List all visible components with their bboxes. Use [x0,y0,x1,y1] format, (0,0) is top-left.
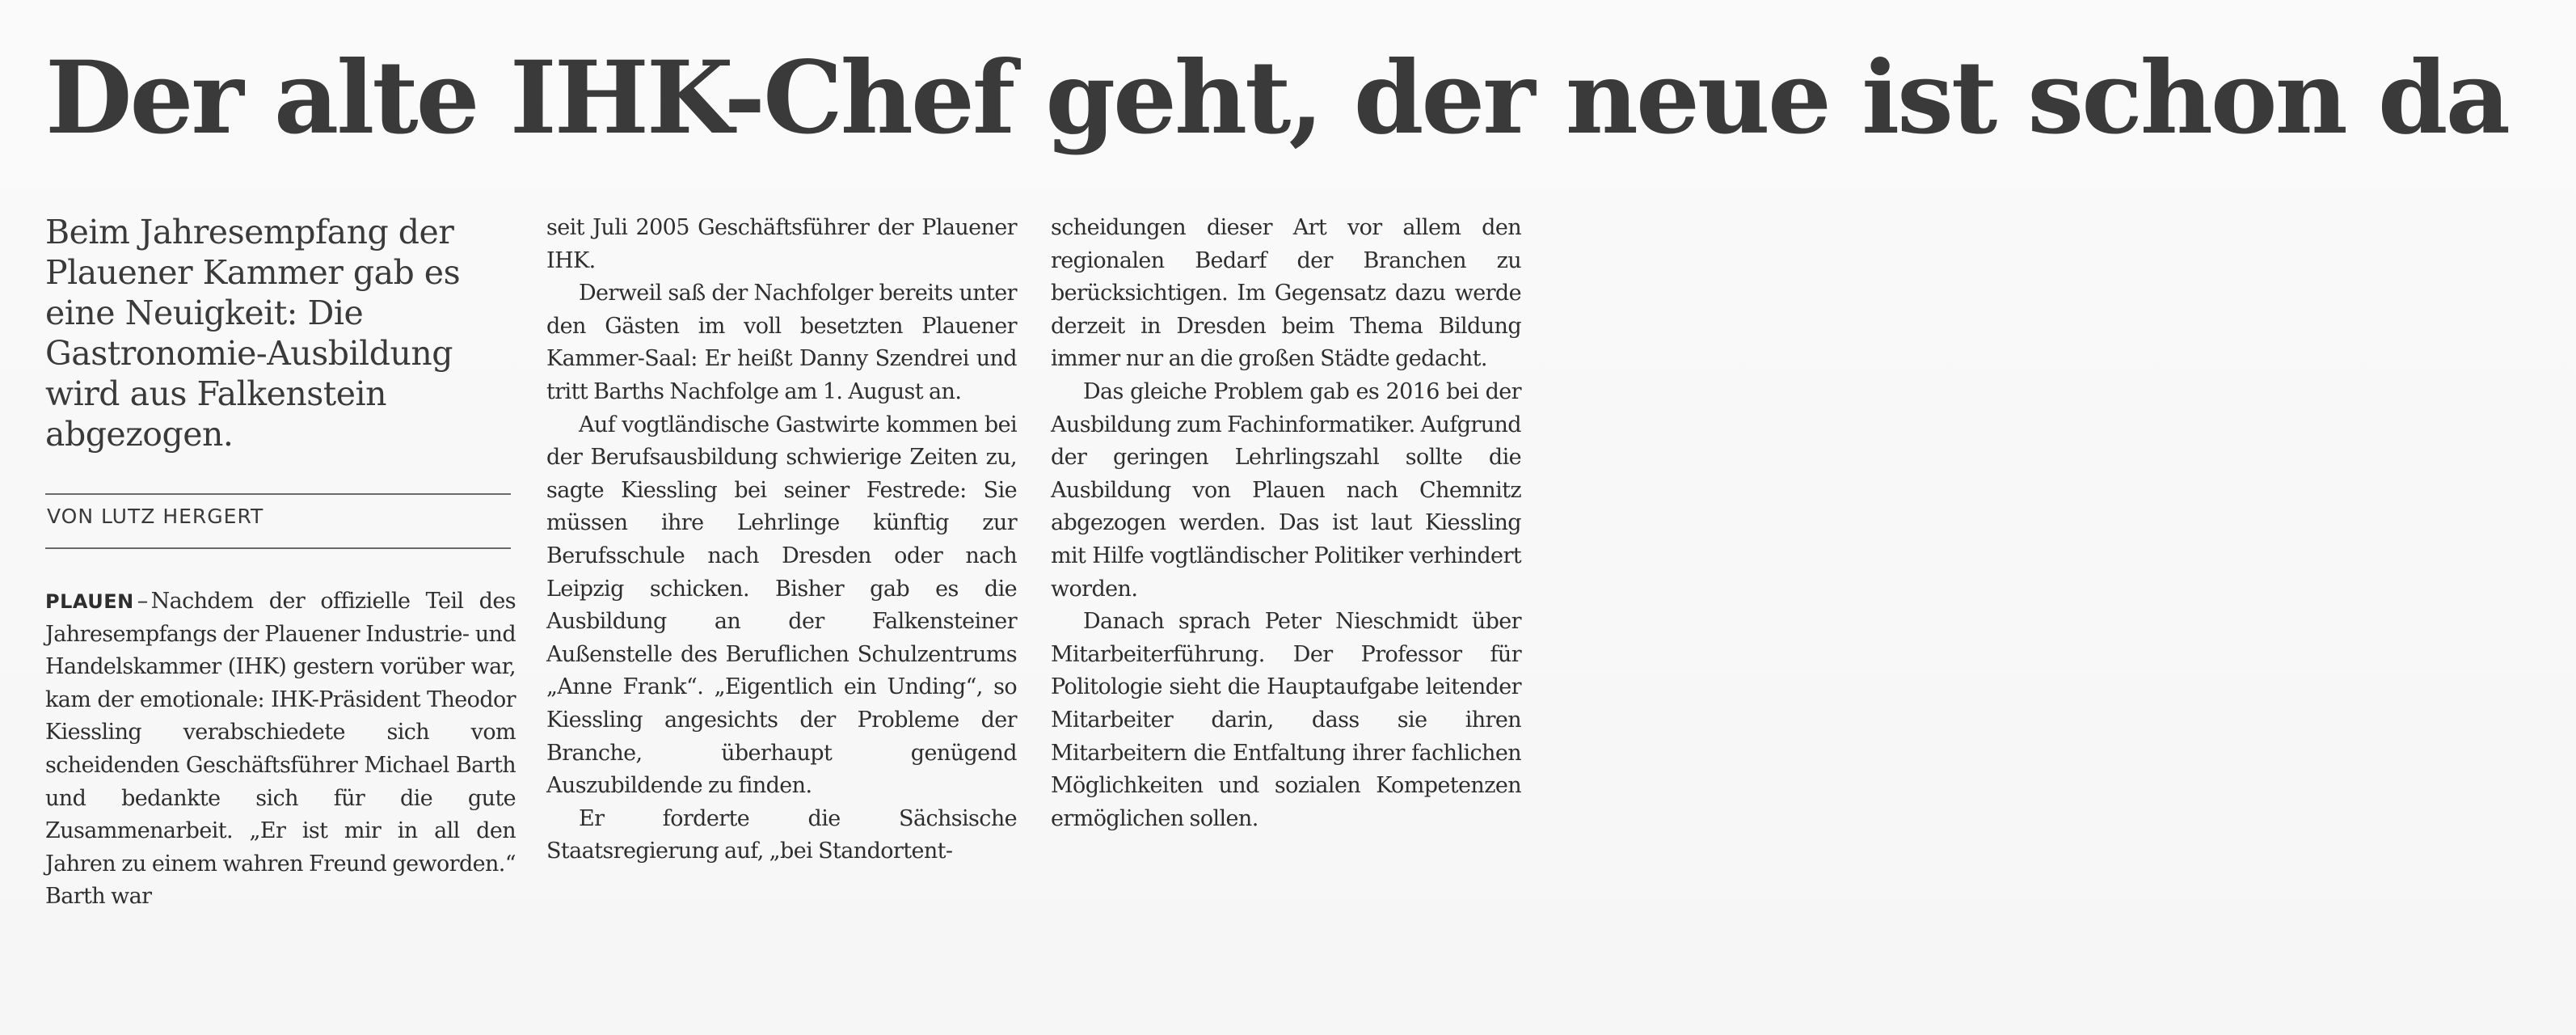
column-3-paragraph-2: Das gleiche Problem gab es 2016 bei der Ausbildung zum Fachinformatiker. Aufgrund der geringen Lehrlingszahl sollte die Ausbildung von Plauen nach Chemnitz abgezogen werden. Das ist laut Kiessling mit Hilfe vogtländischer Politiker verhindert worden. [1051,378,1521,602]
column-1-paragraph-1: Nachdem der offizielle Teil des Jahresempfangs der Plauener Industrie- und Handelskammer (IHK) gestern vorüber war, kam der emotionale: IHK-Präsident Theodor Kiessling verabschiedete sich vom scheidenden Geschäftsführer Michael Barth und bedankte sich für die gute Zusammenarbeit. „Er ist mir in all den Jahren zu einem wahren Freund geworden.“ Barth war [45,589,516,910]
column-2-paragraph-1: seit Juli 2005 Geschäftsführer der Plauener IHK. [546,215,1017,273]
column-2-paragraph-3: Auf vogtländische Gastwirte kommen bei der Berufsausbildung schwierige Zeiten zu, sagte Kiessling bei seiner Festrede: Sie müssen ihre Lehrlinge künftig zur Berufsschule nach Dresden oder nach Leipzig schicken. Bisher gab es die Ausbildung an der Falkensteiner Außenstelle des Beruflichen Schulzentrums „Anne Frank“. „Eigentlich ein Unding“, so Kiessling angesichts der Probleme der Branche, überhaupt genügend Auszubildende zu finden. [546,412,1017,799]
byline-rule-bottom [45,547,511,549]
article-column-1 [45,585,516,914]
teaser-text: Beim Jahresempfang der Plauener Kammer gab es eine Neuigkeit: Die Gastronomie-Ausbildung wird aus Falkenstein abgezogen. [45,213,461,454]
article-dateline: PLAUEN [45,590,134,613]
article-teaser [45,212,522,454]
column-1-paragraph [45,585,516,914]
dateline-dash: – [137,589,148,614]
column-2-paragraph-2: Derweil saß der Nachfolger bereits unter den Gästen im voll besetzten Plauener Kammer-Saal: Er heißt Danny Szendrei und tritt Barths Nachfolge am 1. August an. [546,281,1017,404]
article-column-2 [546,212,1017,868]
column-3-paragraph-3: Danach sprach Peter Nieschmidt über Mitarbeiterführung. Der Professor für Politologie sieht die Hauptaufgabe leitender Mitarbeiter darin, dass sie ihren Mitarbeitern die Entfaltung ihrer fachlichen Möglichkeiten und sozialen Kompetenzen ermöglichen sollen. [1051,609,1521,831]
article-headline: Der alte IHK-Chef geht, der neue ist schon da [45,40,2508,157]
column-3-paragraph-1: scheidungen dieser Art vor allem den regionalen Bedarf der Branchen zu berücksichtigen. Im Gegensatz dazu werde derzeit in Dresden beim Thema Bildung immer nur an die großen Städte gedacht. [1051,215,1521,372]
column-2-paragraph-4: Er forderte die Sächsische Staatsregierung auf, „bei Standortent- [546,805,1017,864]
byline-rule-top [45,493,511,495]
article-byline: VON LUTZ HERGERT [47,505,264,528]
article-column-3 [1051,212,1521,835]
